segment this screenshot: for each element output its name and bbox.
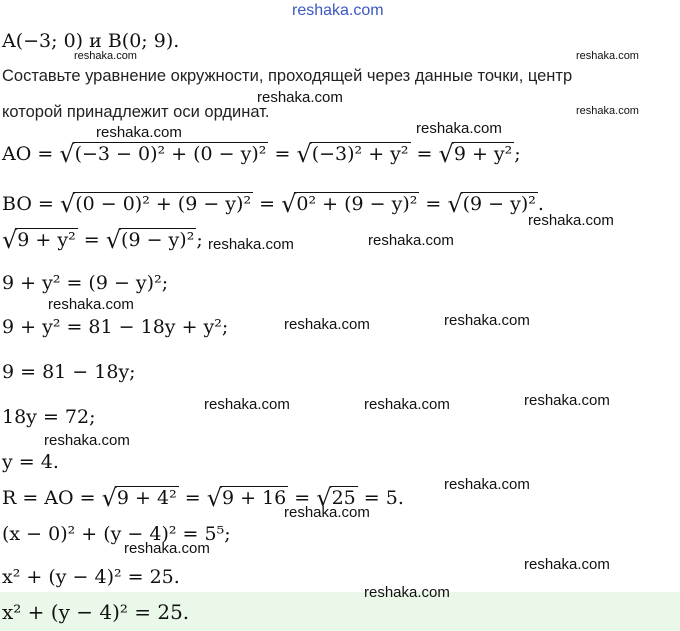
site-watermark: reshaka.com xyxy=(444,476,530,493)
site-watermark: reshaka.com xyxy=(284,316,370,333)
site-watermark: reshaka.com xyxy=(576,50,639,62)
site-watermark: reshaka.com xyxy=(416,120,502,137)
task-line-2: которой принадлежит оси ординат. xyxy=(2,103,270,121)
r-radicand-3: 25 xyxy=(331,487,356,509)
site-watermark: reshaka.com xyxy=(524,556,610,573)
site-watermark: reshaka.com xyxy=(44,432,130,449)
r-lhs: R = AO = xyxy=(2,487,102,509)
site-watermark: reshaka.com xyxy=(368,232,454,249)
task-line-1: Составьте уравнение окружности, проходящей через данные точки, центр xyxy=(2,67,573,85)
site-watermark-top: reshaka.com xyxy=(292,2,384,19)
site-watermark: reshaka.com xyxy=(576,105,639,117)
ao-radicand-1: (−3 − 0)² + (0 − y)² xyxy=(74,143,267,165)
bo-lhs: BO = xyxy=(2,193,60,215)
site-watermark: reshaka.com xyxy=(364,584,450,601)
site-watermark: reshaka.com xyxy=(96,124,182,141)
bo-radicand-2: 0² + (9 − y)² xyxy=(296,193,418,215)
answer-line: x² + (y − 4)² = 25. xyxy=(2,600,190,624)
step-3: 9 + y² = 81 − 18y + y²; xyxy=(2,316,229,338)
radius-equation: R = AO = √9 + 4² = √9 + 16 = √25 = 5. xyxy=(2,484,404,512)
step-6: y = 4. xyxy=(2,451,59,473)
r-end: = 5. xyxy=(357,487,404,509)
ao-radicand-2: (−3)² + y² xyxy=(311,143,409,165)
circle-eq-2: x² + (y − 4)² = 25. xyxy=(2,566,180,588)
points-line: A(−3; 0) и B(0; 9). xyxy=(2,30,180,52)
site-watermark: reshaka.com xyxy=(284,504,370,521)
eq1-left: 9 + y² xyxy=(17,229,76,251)
site-watermark: reshaka.com xyxy=(524,392,610,409)
ao-lhs: AO = xyxy=(2,143,60,165)
site-watermark: reshaka.com xyxy=(208,236,294,253)
step-4: 9 = 81 − 18y; xyxy=(2,361,136,383)
site-watermark: reshaka.com xyxy=(257,89,343,106)
site-watermark: reshaka.com xyxy=(444,312,530,329)
step-5: 18y = 72; xyxy=(2,406,96,428)
ao-equation: AO = √(−3 − 0)² + (0 − y)² = √(−3)² + y² = √9 + y² ; xyxy=(2,140,521,168)
r-radicand-2: 9 + 16 xyxy=(222,487,287,509)
r-radicand-1: 9 + 4² xyxy=(116,487,177,509)
site-watermark: reshaka.com xyxy=(74,50,137,62)
step-2: 9 + y² = (9 − y)²; xyxy=(2,272,169,294)
sqrt-equality: √9 + y² = √(9 − y)² ; xyxy=(2,226,203,254)
bo-radicand-1: (0 − 0)² + (9 − y)² xyxy=(75,193,252,215)
ao-radicand-3: 9 + y² xyxy=(453,143,513,165)
eq1-right: (9 − y)² xyxy=(121,229,195,251)
bo-equation: BO = √(0 − 0)² + (9 − y)² = √0² + (9 − y)² = √(9 − y)² . xyxy=(2,190,544,218)
site-watermark: reshaka.com xyxy=(124,540,210,557)
site-watermark: reshaka.com xyxy=(204,396,290,413)
site-watermark: reshaka.com xyxy=(528,212,614,229)
bo-radicand-3: (9 − y)² xyxy=(462,193,536,215)
site-watermark: reshaka.com xyxy=(48,296,134,313)
circle-eq-1: (x − 0)² + (y − 4)² = 5⁵; xyxy=(2,523,231,545)
site-watermark: reshaka.com xyxy=(364,396,450,413)
